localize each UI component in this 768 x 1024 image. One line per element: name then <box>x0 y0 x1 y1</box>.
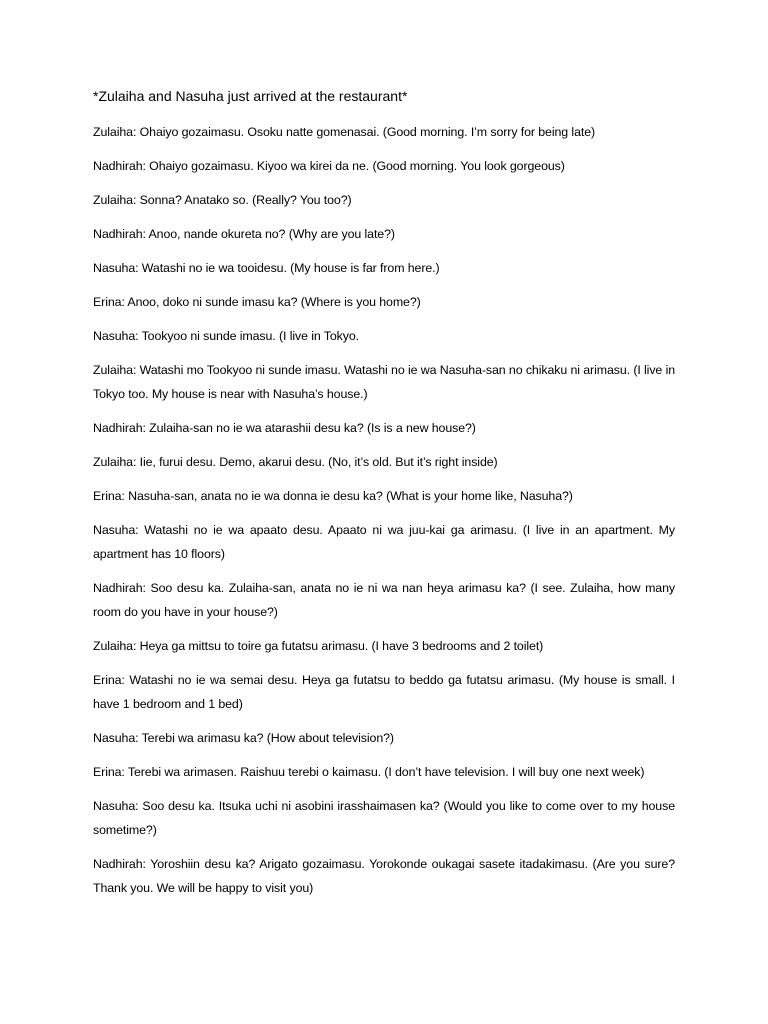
dialogue-line: Nadhirah: Zulaiha-san no ie wa atarashii desu ka? (Is is a new house?) <box>93 421 476 435</box>
dialogue-line: Zulaiha: Sonna? Anatako so. (Really? You too?) <box>93 193 352 207</box>
dialogue-line: Nadhirah: Anoo, nande okureta no? (Why are you late?) <box>93 227 395 241</box>
dialogue-line: Zulaiha: Heya ga mittsu to toire ga futatsu arimasu. (I have 3 bedrooms and 2 toilet) <box>93 639 544 653</box>
dialogue-content <box>93 86 675 910</box>
dialogue-line: Zulaiha: Ohaiyo gozaimasu. Osoku natte gomenasai. (Good morning. I’m sorry for being late) <box>93 125 596 139</box>
dialogue-line: Zulaiha: Watashi mo Tookyoo ni sunde imasu. Watashi no ie wa Nasuha-san no chikaku ni arimasu. (I live in Tokyo too. My house is near with Nasuha’s house.) <box>93 363 676 401</box>
dialogue-line: Zulaiha: Iie, furui desu. Demo, akarui desu. (No, it’s old. But it’s right inside) <box>93 455 498 469</box>
dialogue-line: Erina: Nasuha-san, anata no ie wa donna ie desu ka? (What is your home like, Nasuha?) <box>93 489 573 503</box>
dialogue-line: Erina: Terebi wa arimasen. Raishuu terebi o kaimasu. (I don’t have television. I will buy one next week) <box>93 765 645 779</box>
dialogue-line: Nadhirah: Ohaiyo gozaimasu. Kiyoo wa kirei da ne. (Good morning. You look gorgeous) <box>93 159 565 173</box>
dialogue-line: Nasuha: Terebi wa arimasu ka? (How about television?) <box>93 731 394 745</box>
dialogue-line: Erina: Anoo, doko ni sunde imasu ka? (Where is you home?) <box>93 295 421 309</box>
dialogue-line: Nasuha: Watashi no ie wa apaato desu. Apaato ni wa juu-kai ga arimasu. (I live in an apartment. My apartment has 10 floors) <box>93 523 675 561</box>
dialogue-line: Nasuha: Tookyoo ni sunde imasu. (I live in Tokyo. <box>93 329 360 343</box>
dialogue-line: Nadhirah: Yoroshiin desu ka? Arigato gozaimasu. Yorokonde oukagai sasete itadakimasu. (Are you sure? Thank you. We will be happy to visit you) <box>93 857 675 895</box>
dialogue-line: Nasuha: Watashi no ie wa tooidesu. (My house is far from here.) <box>93 261 440 275</box>
dialogue-line: Erina: Watashi no ie wa semai desu. Heya ga futatsu to beddo ga futatsu arimasu. (My house is small. I have 1 bedroom and 1 bed) <box>93 673 675 711</box>
dialogue-line: Nadhirah: Soo desu ka. Zulaiha-san, anata no ie ni wa nan heya arimasu ka? (I see. Zulaiha, how many room do you have in your house?) <box>93 581 675 619</box>
scene-heading: *Zulaiha and Nasuha just arrived at the restaurant* <box>93 88 408 104</box>
dialogue-line: Nasuha: Soo desu ka. Itsuka uchi ni asobini irasshaimasen ka? (Would you like to come over to my house sometime?) <box>93 799 675 837</box>
